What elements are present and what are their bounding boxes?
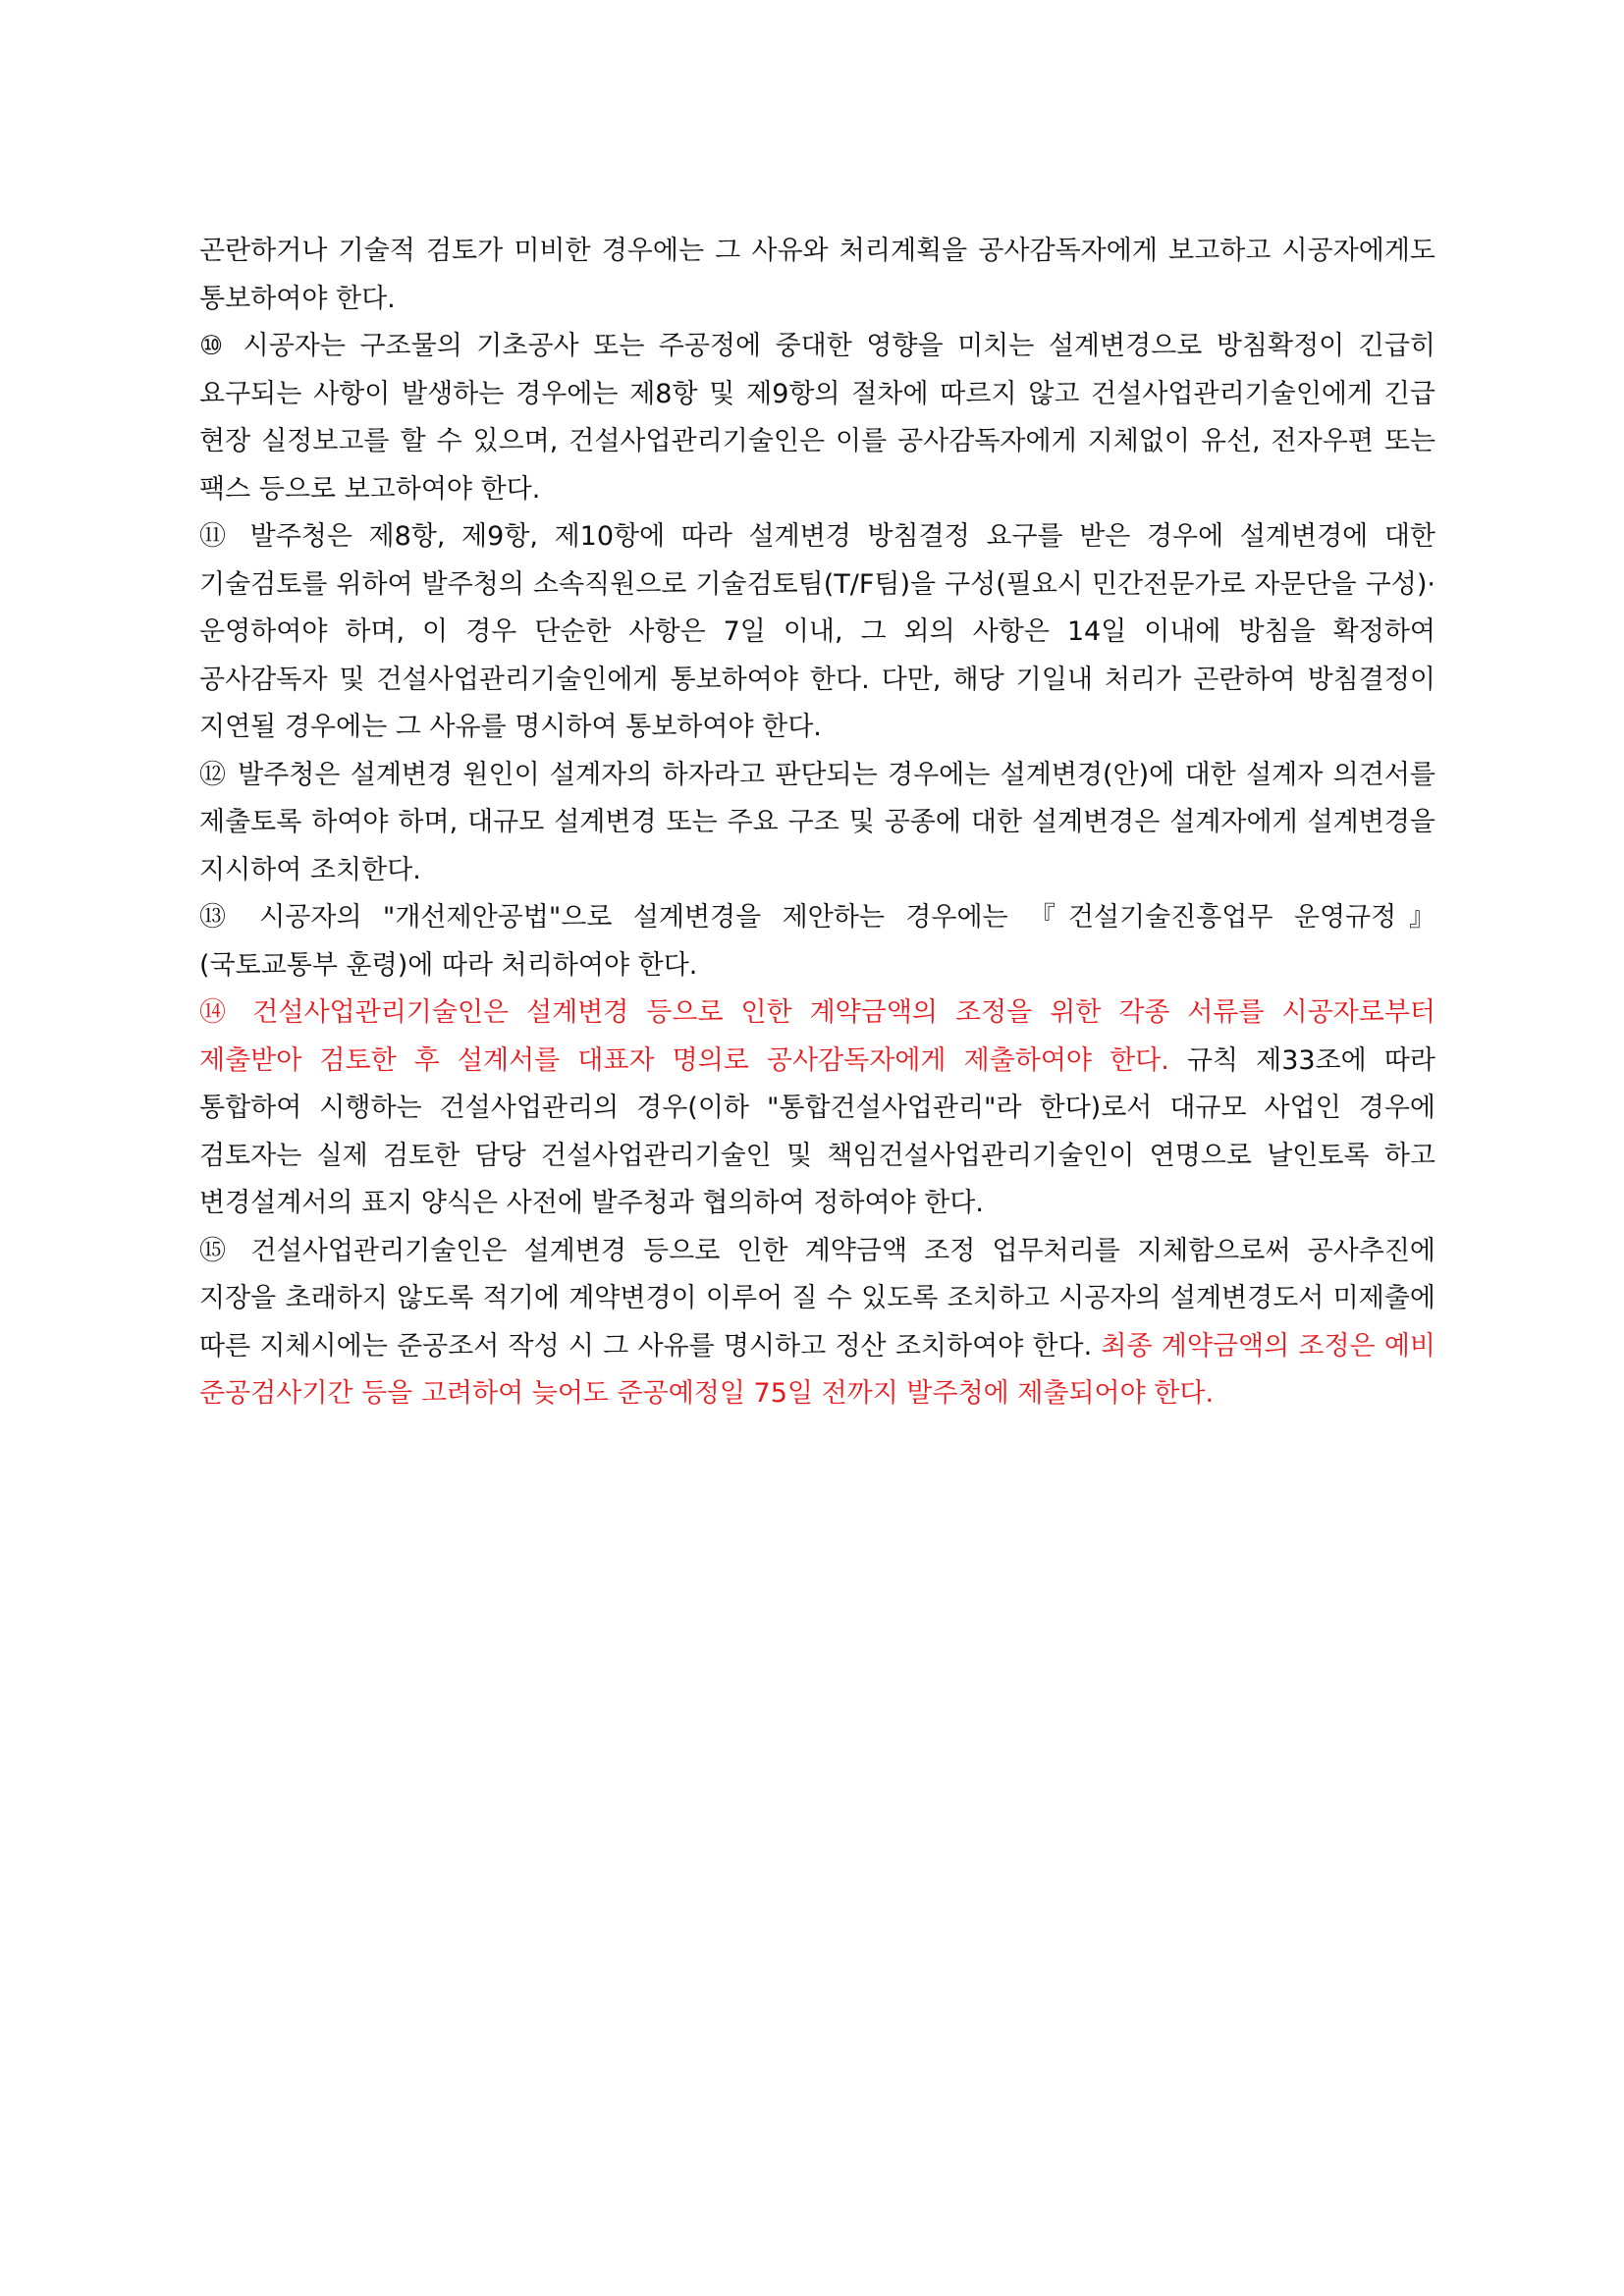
paragraph-text: ⑪ 발주청은 제8항, 제9항, 제10항에 따라 설계변경 방침결정 요구를 받은 경우에 설계변경에 대한 기술검토를 위하여 발주청의 소속직원으로 기술검토팀(T/F팀)을 구성(필요시 민간전문가로 자문단을 구성)·운영하여야 하며, 이 경우 단순한 사항은 7일 이내, 그 외의 사항은 14일 이내에 방침을 확정하여 공사감독자 및 건설사업관리기술인에게 통보하여야 한다. 다만, 해당 기일내 처리가 곤란하여 방침결정이 지연될 경우에는 그 사유를 명시하여 통보하여야 한다. (199, 521, 1435, 742)
paragraph-text: ⑮ 건설사업관리기술인은 설계변경 등으로 인한 계약금액 조정 업무처리를 지체함으로써 공사추진에 지장을 초래하지 않도록 적기에 계약변경이 이루어 질 수 있도록 조치하고 시공자의 설계변경도서 미제출에 따른 지체시에는 준공조서 작성 시 그 사유를 명시하고 정산 조치하여야 한다. (199, 1235, 1435, 1362)
paragraph-14 (199, 989, 1435, 1228)
document-page (199, 228, 1435, 1418)
paragraph-text: 곤란하거나 기술적 검토가 미비한 경우에는 그 사유와 처리계획을 공사감독자에게 보고하고 시공자에게도 통보하여야 한다. (199, 236, 1435, 314)
paragraph-10 (199, 323, 1435, 513)
paragraph-text: ⑩ 시공자는 구조물의 기초공사 또는 주공정에 중대한 영향을 미치는 설계변경으로 방침확정이 긴급히 요구되는 사항이 발생하는 경우에는 제8항 및 제9항의 절차에 따르지 않고 건설사업관리기술인에게 긴급 현장 실정보고를 할 수 있으며, 건설사업관리기술인은 이를 공사감독자에게 지체없이 유선, 전자우편 또는 팩스 등으로 보고하여야 한다. (199, 331, 1435, 505)
paragraph-text: ⑫ 발주청은 설계변경 원인이 설계자의 하자라고 판단되는 경우에는 설계변경(안)에 대한 설계자 의견서를 제출토록 하여야 하며, 대규모 설계변경 또는 주요 구조 및 공종에 대한 설계변경은 설계자에게 설계변경을 지시하여 조치한다. (199, 759, 1435, 885)
paragraph-11 (199, 513, 1435, 752)
highlighted-text: 최종 계약금액의 조정은 예비 준공검사기간 등을 고려하여 늦어도 준공예정일 75일 전까지 발주청에 제출되어야 한다. (199, 1330, 1436, 1409)
paragraph-text: 규칙 제33조에 따라 통합하여 시행하는 건설사업관리의 경우(이하 "통합건설사업관리"라 한다)로서 대규모 사업인 경우에 검토자는 실제 검토한 담당 건설사업관리기술인 및 책임건설사업관리기술인이 연명으로 날인토록 하고 변경설계서의 표지 양식은 사전에 발주청과 협의하여 정하여야 한다. (199, 1044, 1435, 1218)
paragraph-13 (199, 894, 1435, 989)
paragraph-12 (199, 752, 1435, 895)
paragraph-15 (199, 1228, 1435, 1418)
paragraph-text: ⑬ 시공자의 "개선제안공법"으로 설계변경을 제안하는 경우에는 『건설기술진흥업무 운영규정』(국토교통부 훈령)에 따라 처리하여야 한다. (199, 902, 1435, 981)
highlighted-text: ⑭ 건설사업관리기술인은 설계변경 등으로 인한 계약금액의 조정을 위한 각종 서류를 시공자로부터 제출받아 검토한 후 설계서를 대표자 명의로 공사감독자에게 제출하여야 한다. (199, 997, 1435, 1076)
paragraph-continued (199, 228, 1435, 323)
